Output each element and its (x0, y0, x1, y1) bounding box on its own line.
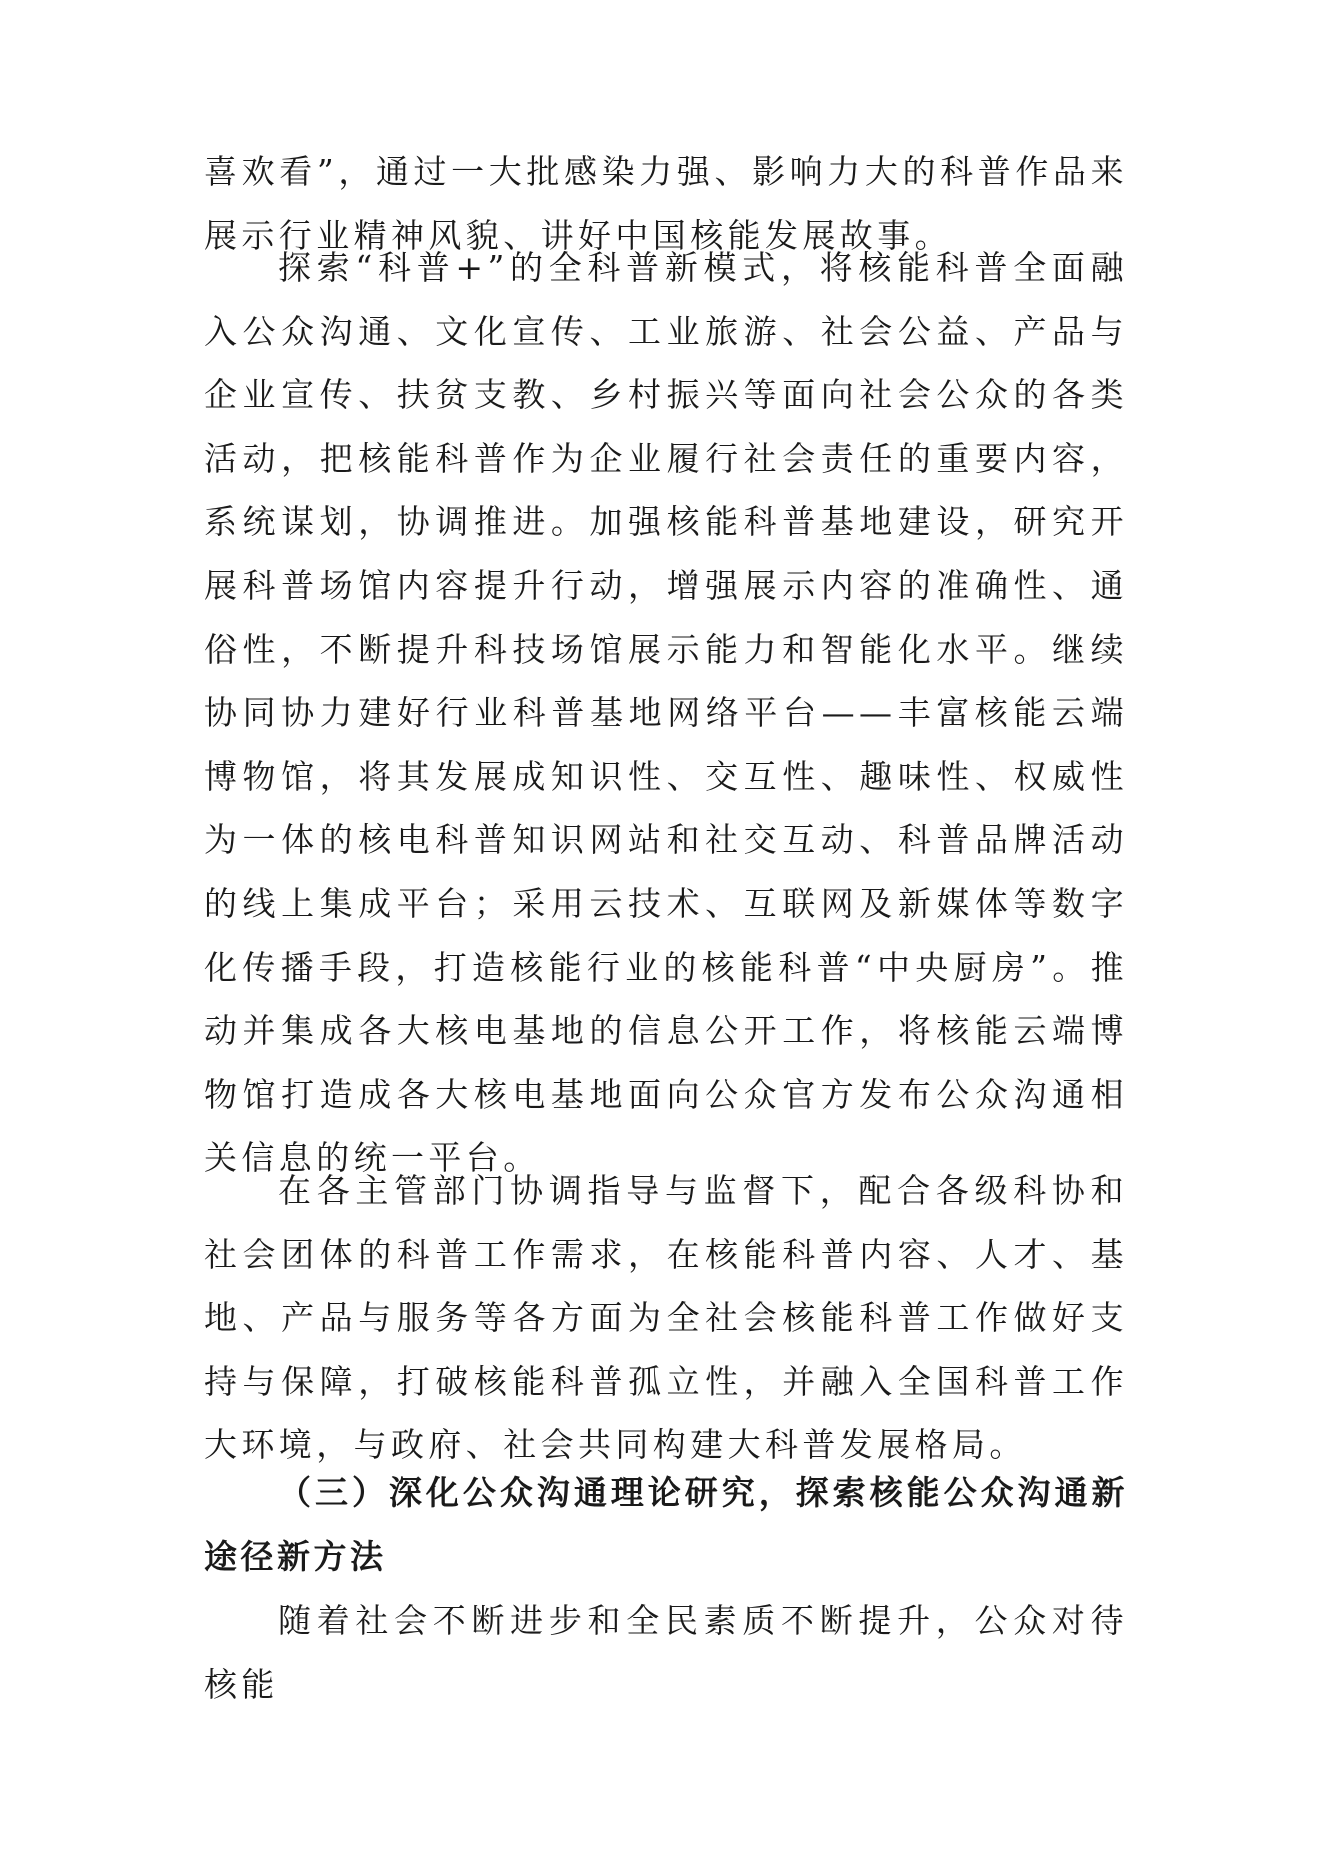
paragraph-cooperation: 在各主管部门协调指导与监督下，配合各级科协和社会团体的科普工作需求，在核能科普内容、人才、基地、产品与服务等各方面为全社会核能科普工作做好支持与保障，打破核能科普孤立性，并融入全国科普工作大环境，与政府、社会共同构建大科普发展格局。 (204, 1171, 1128, 1465)
paragraph-public-communication: 随着社会不断进步和全民素质不断提升，公众对待核能 (204, 1601, 1128, 1704)
paragraph-science-plus: 探索“科普+”的全科普新模式，将核能科普全面融入公众沟通、文化宣传、工业旅游、社会公益、产品与企业宣传、扶贫支教、乡村振兴等面向社会公众的各类活动，把核能科普作为企业履行社会责任的重要内容，系统谋划，协调推进。加强核能科普基地建设，研究开展科普场馆内容提升行动，增强展示内容的准确性、通俗性，不断提升科技场馆展示能力和智能化水平。继续协同协力建好行业科普基地网络平台——丰富核能云端博物馆，将其发展成知识性、交互性、趣味性、权威性为一体的核电科普知识网站和社交互动、科普品牌活动的线上集成平台；采用云技术、互联网及新媒体等数字化传播手段，打造核能行业的核能科普“中央厨房”。推动并集成各大核电基地的信息公开工作，将核能云端博物馆打造成各大核电基地面向公众官方发布公众沟通相关信息的统一平台。 (204, 248, 1128, 1178)
section-heading: （三）深化公众沟通理论研究，探索核能公众沟通新途径新方法 (204, 1473, 1128, 1576)
paragraph-continuation: 喜欢看”，通过一大批感染力强、影响力大的科普作品来展示行业精神风貌、讲好中国核能发展故事。 (204, 152, 1128, 255)
